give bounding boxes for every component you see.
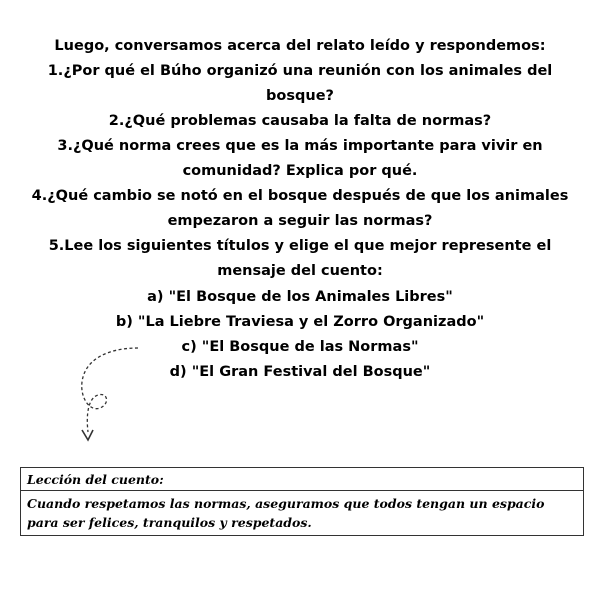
option-a: a) "El Bosque de los Animales Libres" [147,289,453,305]
question-1: 1.¿Por qué el Búho organizó una reunión con los animales del bosque? [47,63,553,104]
question-4: 4.¿Qué cambio se notó en el bosque después de que los animales empezaron a seguir las normas? [31,188,569,229]
questions-intro: Luego, conversamos acerca del relato leído y respondemos: [54,38,546,54]
lesson-text: Cuando respetamos las normas, aseguramos que todos tengan un espacio para ser felices, tranquilos y respetados. [20,491,584,536]
option-d: d) "El Gran Festival del Bosque" [169,364,431,380]
lesson-title: Lección del cuento: [20,467,584,491]
question-2: 2.¿Qué problemas causaba la falta de normas? [108,113,492,129]
option-c: c) "El Bosque de las Normas" [181,339,419,355]
questions-section [20,34,580,385]
lesson-box [20,467,584,536]
question-3: 3.¿Qué norma crees que es la más importante para vivir en comunidad? Explica por qué. [57,138,543,179]
dashed-loop-arrow-icon [60,340,170,460]
option-b: b) "La Liebre Traviesa y el Zorro Organizado" [115,314,485,330]
question-5: 5.Lee los siguientes títulos y elige el que mejor represente el mensaje del cuento: [48,238,552,279]
